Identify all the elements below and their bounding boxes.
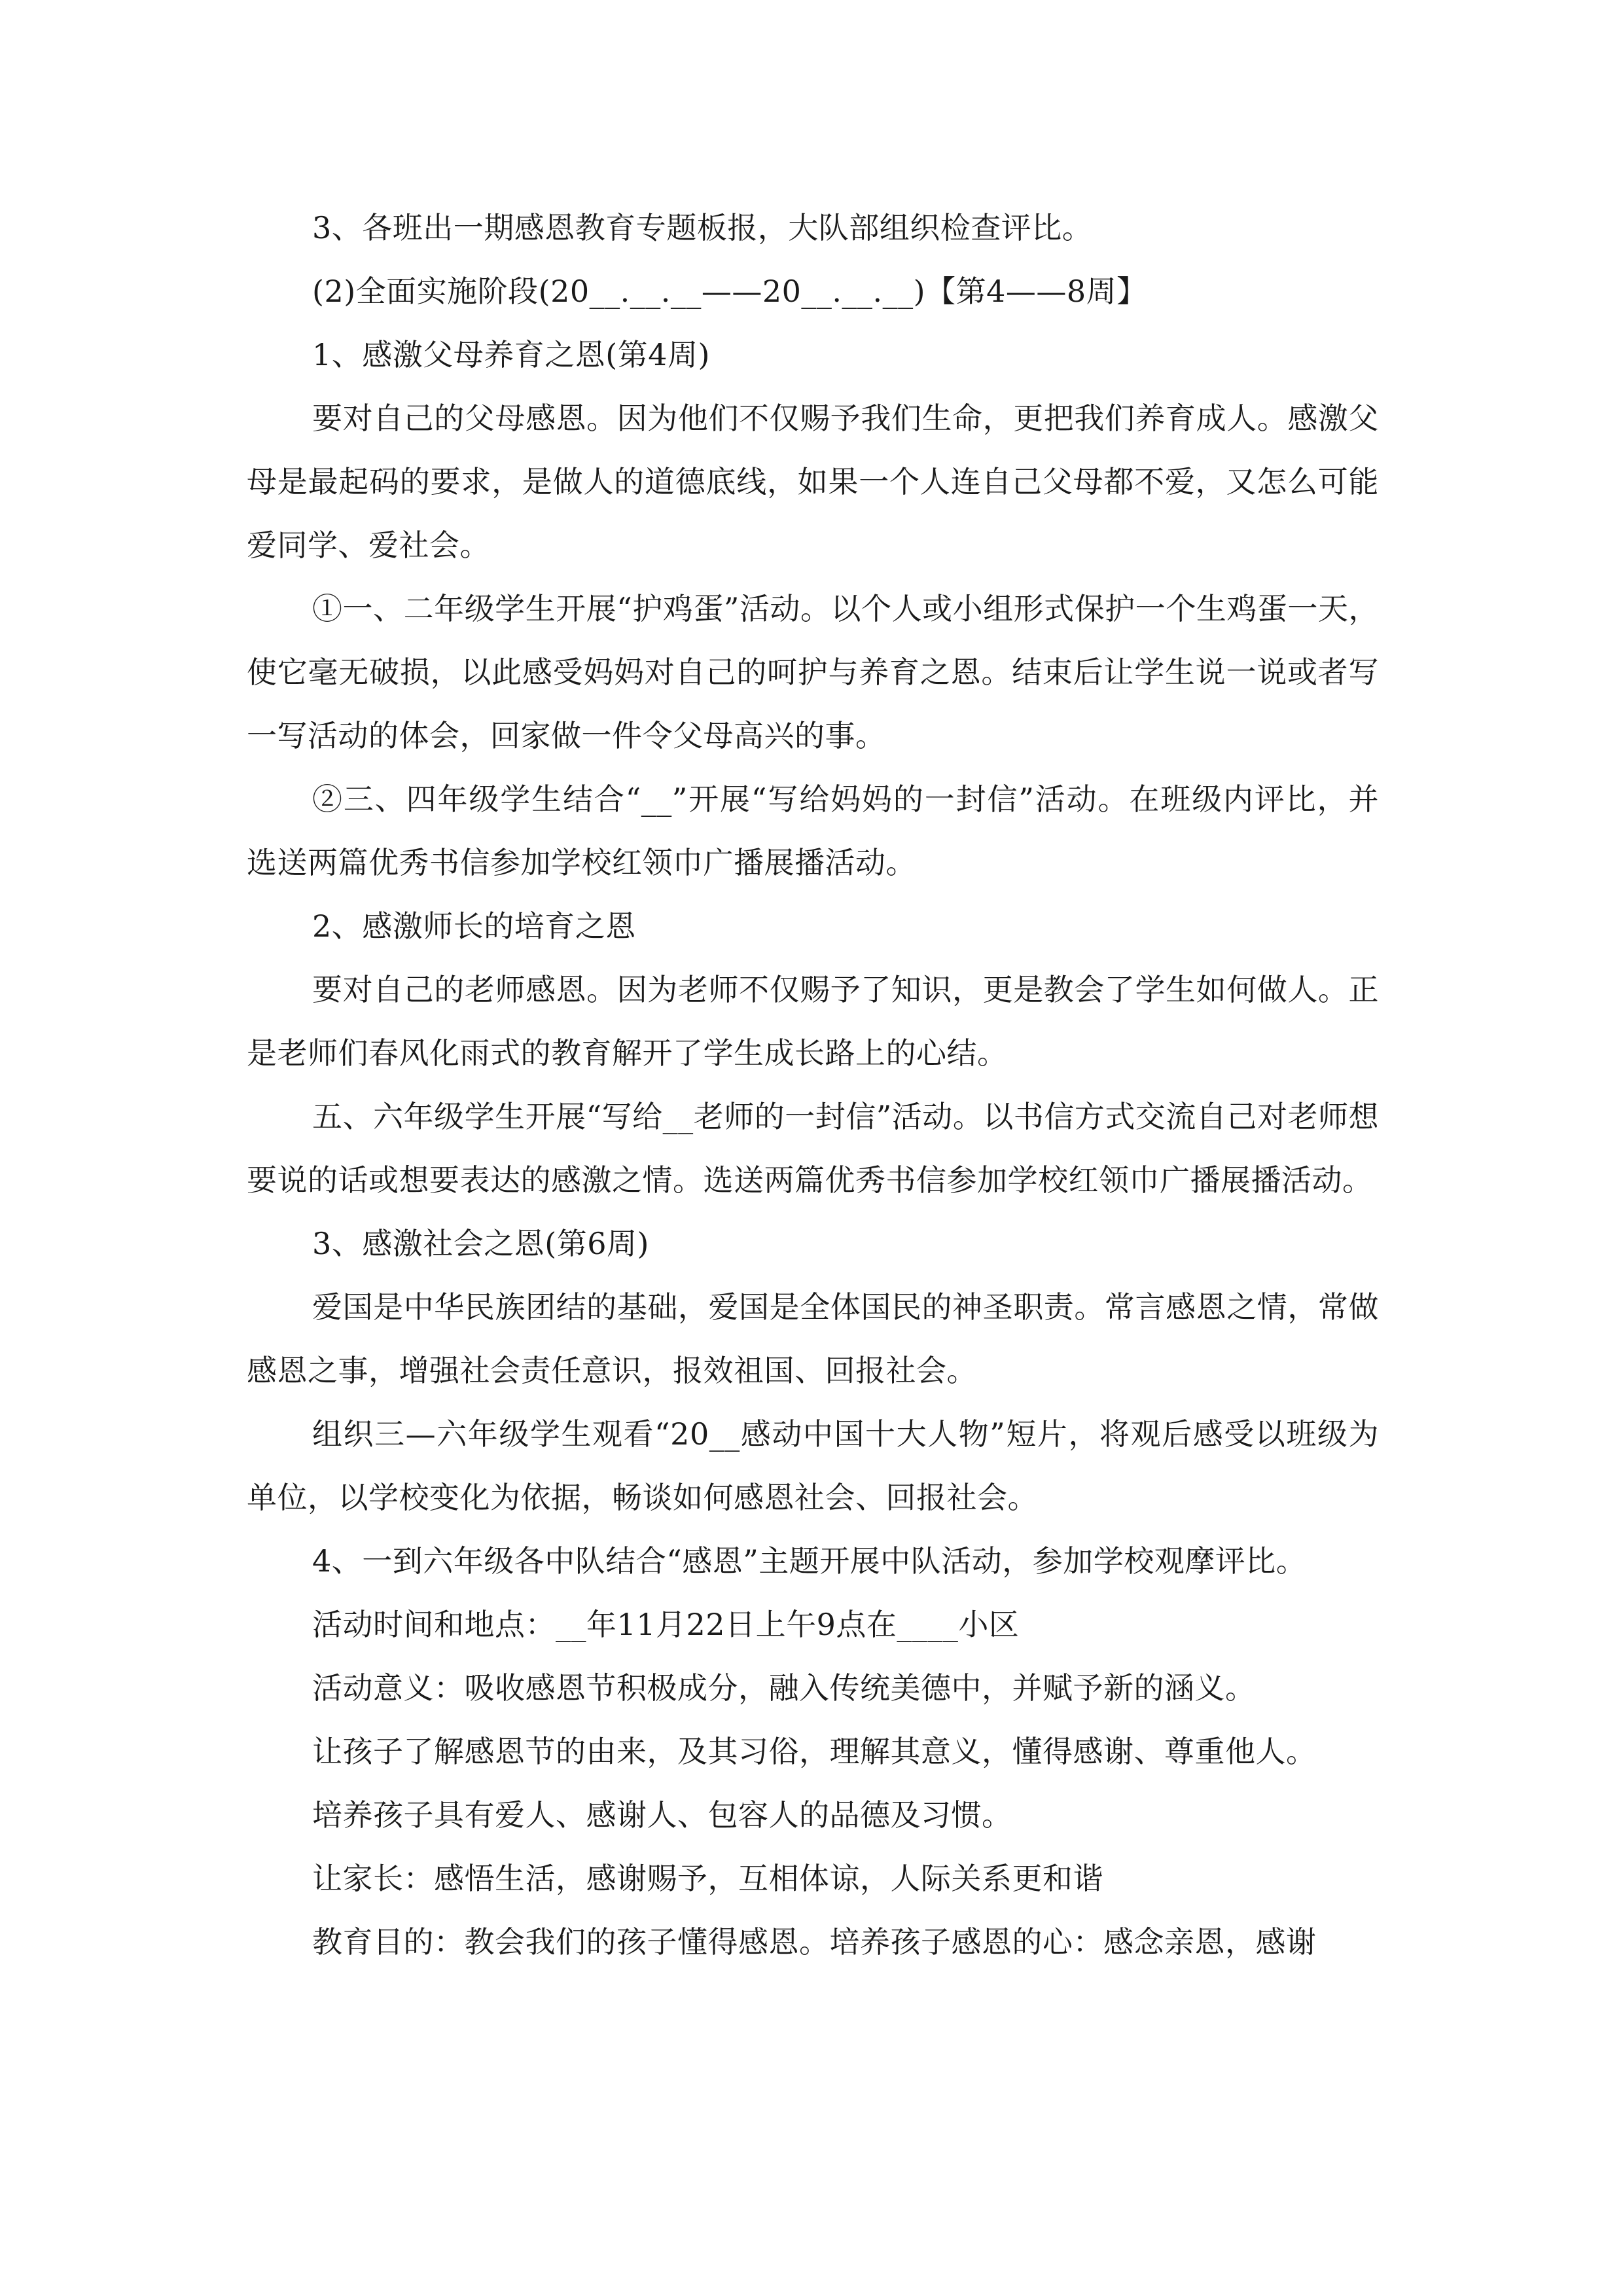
- heading-thank-society: 3、感激社会之恩(第6周): [312, 1226, 649, 1261]
- paragraph-time-place: 活动时间和地点：__年11月22日上午9点在____小区: [312, 1607, 1020, 1642]
- heading-thank-teachers: 2、感激师长的培育之恩: [312, 908, 636, 944]
- paragraph-letter-to-teacher: 五、六年级学生开展“写给__老师的一封信”活动。以书信方式交流自己对老师想要说的话或想要表达的感激之情。选送两篇优秀书信参加学校红领巾广播展播活动。: [247, 1099, 1379, 1198]
- paragraph-parents-goal: 让家长：感悟生活，感谢赐予，互相体谅，人际关系更和谐: [312, 1861, 1103, 1896]
- paragraph-squad-activity: 4、一到六年级各中队结合“感恩”主题开展中队活动，参加学校观摩评比。: [312, 1543, 1307, 1579]
- heading-thank-parents: 1、感激父母养育之恩(第4周): [312, 337, 710, 372]
- paragraph-cultivate-habits: 培养孩子具有爱人、感谢人、包容人的品德及习惯。: [312, 1797, 1012, 1833]
- paragraph-understand-origin: 让孩子了解感恩节的由来，及其习俗，理解其意义，懂得感谢、尊重他人。: [312, 1734, 1317, 1769]
- document-body: [247, 196, 1379, 1974]
- paragraph-watch-film: 组织三—六年级学生观看“20__感动中国十大人物”短片，将观后感受以班级为单位，以学校变化为依据，畅谈如何感恩社会、回报社会。: [247, 1416, 1379, 1515]
- paragraph-thank-teachers: 要对自己的老师感恩。因为老师不仅赐予了知识，更是教会了学生如何做人。正是老师们春风化雨式的教育解开了学生成长路上的心结。: [247, 972, 1379, 1071]
- paragraph-thank-parents: 要对自己的父母感恩。因为他们不仅赐予我们生命，更把我们养育成人。感激父母是最起码的要求，是做人的道德底线，如果一个人连自己父母都不爱，又怎么可能爱同学、爱社会。: [247, 401, 1379, 563]
- paragraph-letter-to-mother: ②三、四年级学生结合“__”开展“写给妈妈的一封信”活动。在班级内评比，并选送两篇优秀书信参加学校红领巾广播展播活动。: [247, 781, 1379, 880]
- paragraph-board-report: 3、各班出一期感恩教育专题板报，大队部组织检查评比。: [312, 210, 1093, 245]
- paragraph-implementation-stage: (2)全面实施阶段(20__.__.__——20__.__.__)【第4——8周】: [312, 274, 1147, 309]
- paragraph-activity-meaning: 活动意义：吸收感恩节积极成分，融入传统美德中，并赋予新的涵义。: [312, 1670, 1256, 1706]
- paragraph-egg-activity: ①一、二年级学生开展“护鸡蛋”活动。以个人或小组形式保护一个生鸡蛋一天，使它毫无破损，以此感受妈妈对自己的呵护与养育之恩。结束后让学生说一说或者写一写活动的体会，回家做一件令父母高兴的事。: [247, 591, 1379, 753]
- paragraph-patriotism: 爱国是中华民族团结的基础，爱国是全体国民的神圣职责。常言感恩之情，常做感恩之事，增强社会责任意识，报效祖国、回报社会。: [247, 1289, 1379, 1388]
- paragraph-education-goal: 教育目的：教会我们的孩子懂得感恩。培养孩子感恩的心：感念亲恩，感谢: [312, 1924, 1317, 1960]
